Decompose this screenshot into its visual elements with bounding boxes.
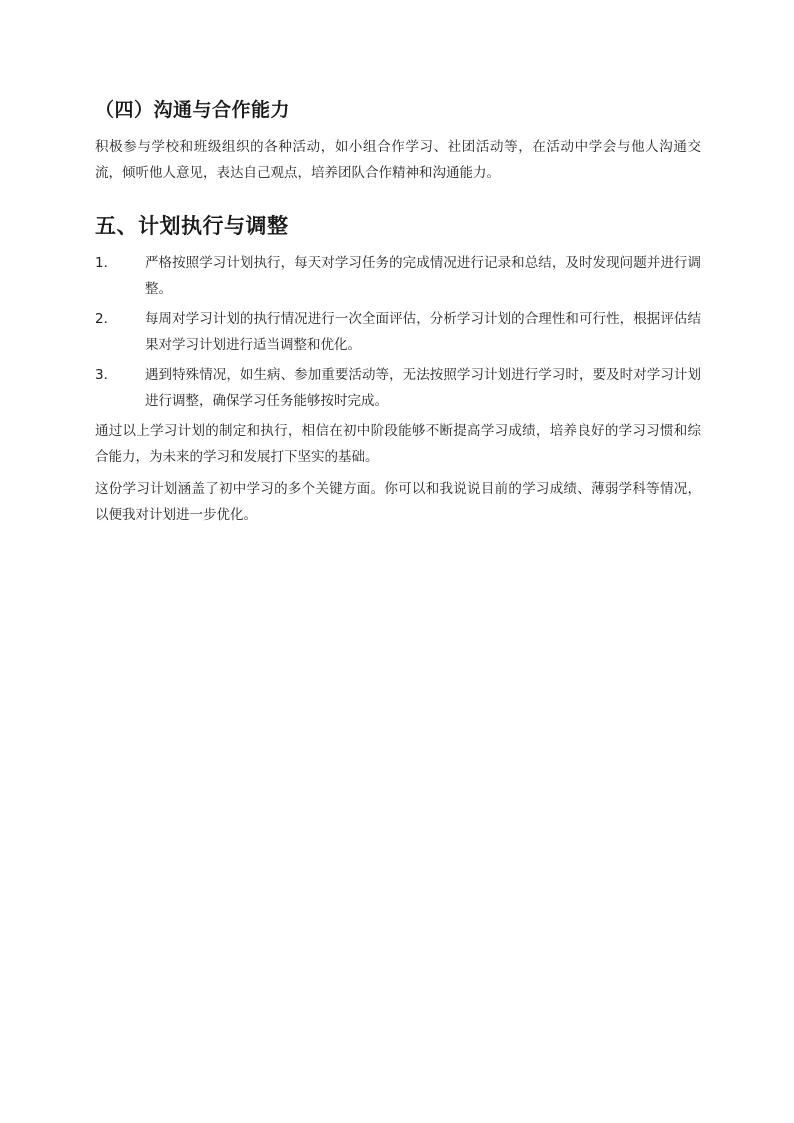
conclusion-paragraph: 通过以上学习计划的制定和执行，相信在初中阶段能够不断提高学习成绩，培养良好的学习习惯和综合能力，为未来的学习和发展打下坚实的基础。 — [95, 423, 701, 465]
section-heading-execution: 五、计划执行与调整 — [95, 214, 289, 238]
paragraph-communication: 积极参与学校和班级组织的各种活动，如小组合作学习、社团活动等，在活动中学会与他人沟通交流，倾听他人意见，表达自己观点，培养团队合作精神和沟通能力。 — [95, 139, 701, 181]
list-item-text: 遇到特殊情况，如生病、参加重要活动等，无法按照学习计划进行学习时，要及时对学习计划进行调整，确保学习任务能够按时完成。 — [145, 367, 701, 409]
execution-list — [95, 250, 701, 414]
list-item-text: 每周对学习计划的执行情况进行一次全面评估，分析学习计划的合理性和可行性，根据评估结果对学习计划进行适当调整和优化。 — [145, 311, 701, 353]
list-item — [95, 250, 701, 302]
list-item — [95, 306, 701, 358]
closing-note-paragraph: 这份学习计划涵盖了初中学习的多个关键方面。你可以和我说说目前的学习成绩、薄弱学科等情况，以便我对计划进一步优化。 — [95, 481, 701, 523]
list-item-number: 2. — [95, 311, 108, 327]
list-item-number: 3. — [95, 367, 108, 383]
list-item-number: 1. — [95, 255, 108, 271]
list-item — [95, 362, 701, 414]
section-heading-communication: （四）沟通与合作能力 — [95, 99, 291, 121]
list-item-text: 严格按照学习计划执行，每天对学习任务的完成情况进行记录和总结，及时发现问题并进行调整。 — [145, 255, 701, 297]
document-page — [95, 96, 701, 528]
